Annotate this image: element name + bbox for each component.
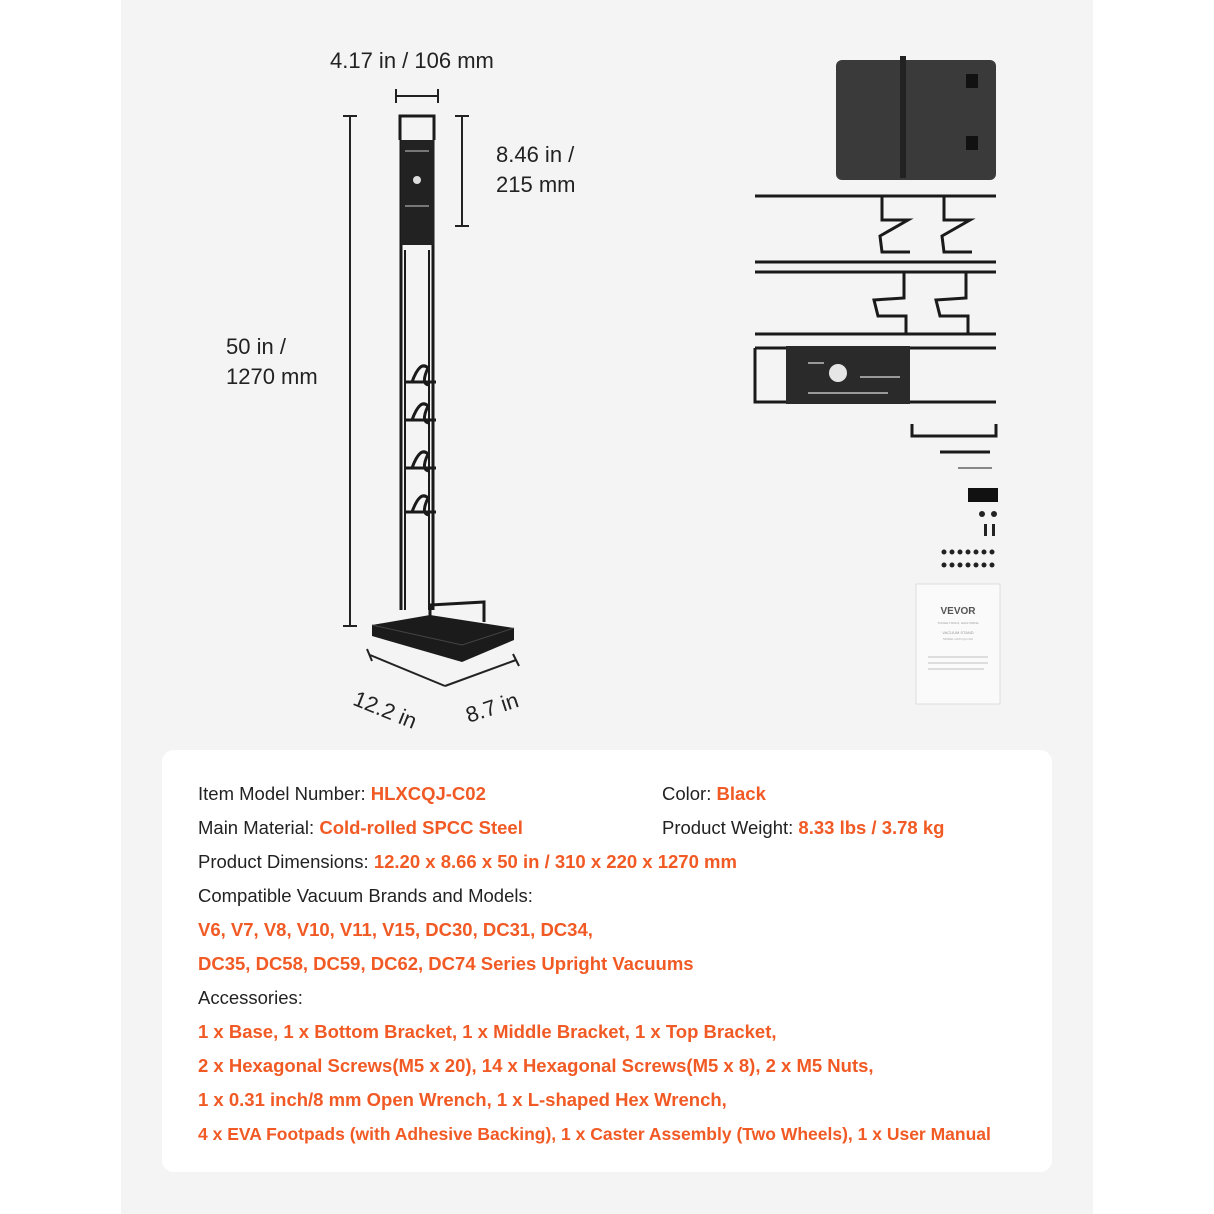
base-width-label: 8.7 in xyxy=(462,687,522,728)
weight-row xyxy=(662,816,944,840)
manual-model: MODEL:HLXCQJ-C02 xyxy=(943,637,973,641)
color-value: Black xyxy=(716,783,766,804)
accessories-line-4: 4 x EVA Footpads (with Adhesive Backing), 1 x Caster Assembly (Two Wheels), 1 x User Manual xyxy=(198,1124,991,1144)
user-manual xyxy=(916,584,1000,704)
weight-label: Product Weight: xyxy=(662,817,799,838)
material-row xyxy=(198,816,523,840)
material-value: Cold-rolled SPCC Steel xyxy=(319,817,523,838)
width-dimension-label: 4.17 in / 106 mm xyxy=(330,48,494,73)
total-height-label-line2: 1270 mm xyxy=(226,364,318,389)
manual-tagline: TOUGH TOOLS, HALF PRICE xyxy=(937,621,979,625)
manual-title: VACUUM STAND xyxy=(942,630,974,635)
accessories-line-1: 1 x Base, 1 x Bottom Bracket, 1 x Middle Bracket, 1 x Top Bracket, xyxy=(198,1021,777,1042)
weight-value: 8.33 lbs / 3.78 kg xyxy=(798,817,945,838)
model-number-row xyxy=(198,782,486,806)
compatible-line-1: V6, V7, V8, V10, V11, V15, DC30, DC31, DC34, xyxy=(198,919,593,940)
accessories-line-2: 2 x Hexagonal Screws(M5 x 20), 14 x Hexagonal Screws(M5 x 8), 2 x M5 Nuts, xyxy=(198,1055,874,1076)
compatible-line-2: DC35, DC58, DC59, DC62, DC74 Series Upright Vacuums xyxy=(198,953,694,974)
accessories-label: Accessories: xyxy=(198,987,303,1008)
model-number-value: HLXCQJ-C02 xyxy=(370,783,486,804)
dimensions-row xyxy=(198,850,737,874)
total-height-label-line1: 50 in / xyxy=(226,334,286,359)
manual-brand: VEVOR xyxy=(940,606,976,617)
base-depth-label: 12.2 in xyxy=(349,685,421,734)
color-label: Color: xyxy=(662,783,717,804)
color-row xyxy=(662,782,766,806)
dimensions-value: 12.20 x 8.66 x 50 in / 310 x 220 x 1270 mm xyxy=(373,851,737,872)
material-label: Main Material: xyxy=(198,817,320,838)
top-height-label-line2: 215 mm xyxy=(496,172,576,197)
model-number-label: Item Model Number: xyxy=(198,783,371,804)
dimensions-label: Product Dimensions: xyxy=(198,851,374,872)
accessories-line-3: 1 x 0.31 inch/8 mm Open Wrench, 1 x L-shaped Hex Wrench, xyxy=(198,1089,727,1110)
compatible-label: Compatible Vacuum Brands and Models: xyxy=(198,885,533,906)
top-height-label-line1: 8.46 in / xyxy=(496,142,575,167)
